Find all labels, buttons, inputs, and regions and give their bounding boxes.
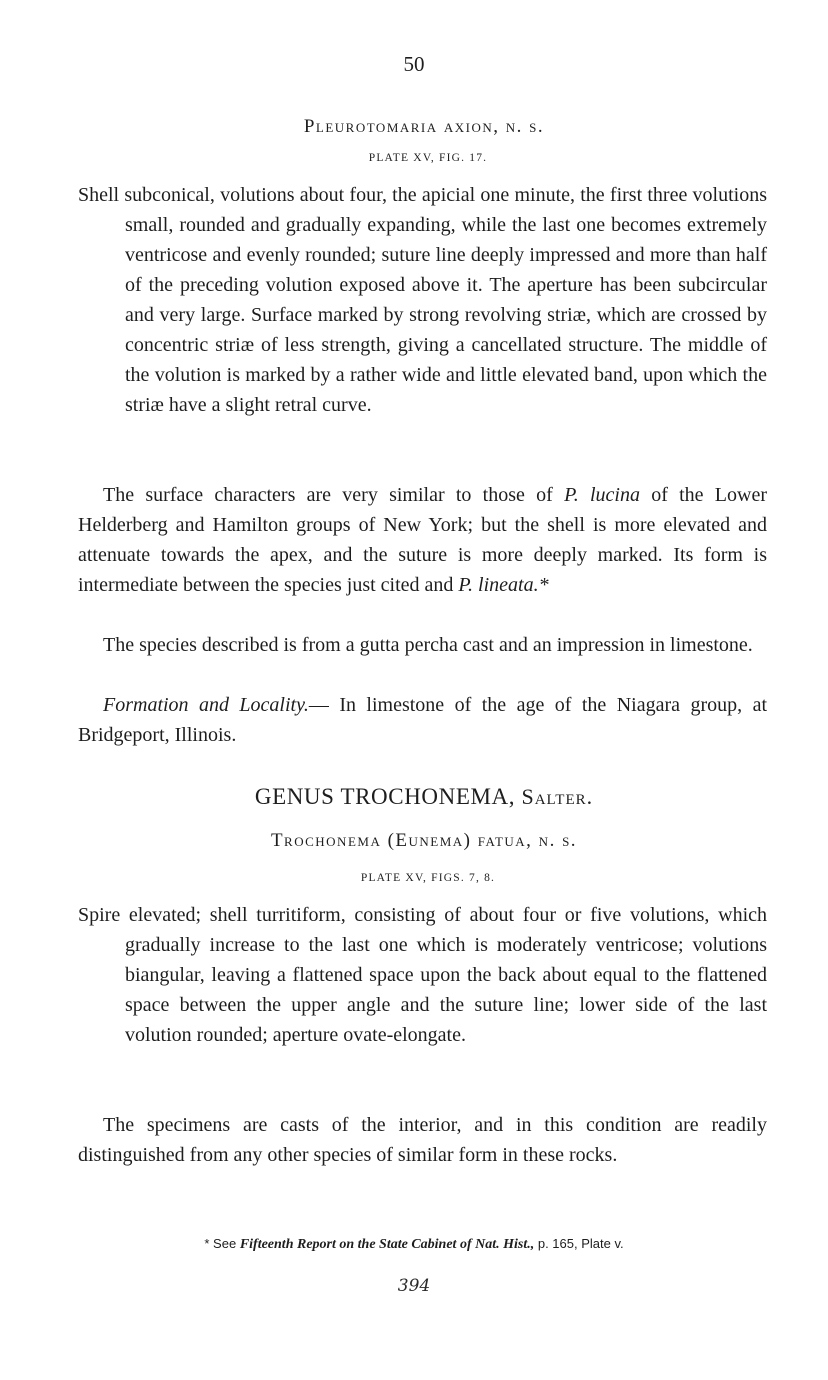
footnote <box>0 1236 828 1253</box>
cast-note-paragraph: The species described is from a gutta percha cast and an impression in limestone. <box>103 634 753 656</box>
remarks-paragraph-1 <box>78 480 767 600</box>
genus-heading <box>0 784 828 810</box>
remarks-text: of the Lower Helderberg and Hamilton groups of New York; but the shell is more elevated and attenuate towards the apex, and the suture is more deeply marked. Its form is intermediate between the species just cited and <box>78 484 767 596</box>
species-heading-pleurotomaria: Pleurotomaria axion, n. s. <box>303 116 545 137</box>
locality-text: — In limestone of the age of the Niagara group, at Bridgeport, Illinois. <box>78 694 767 746</box>
description-paragraph-1: Shell subconical, volutions about four, the apicial one minute, the first three volutions small, rounded and gradually expanding, while the last one becomes extremely ventricose and evenly rounded; suture line deeply impressed and more than half of the preceding volution exposed above it. The aperture has been subcircular and very large. Surface marked by strong revolving striæ, which are crossed by concentric striæ of less strength, giving a cancellated structure. The middle of the volution is marked by a rather wide and little elevated band, upon which the striæ have a slight retral curve. <box>78 184 767 416</box>
species-heading-trochonema: Trochonema (Eunema) fatua, n. s. <box>270 830 578 851</box>
genus-name: GENUS TROCHONEMA, <box>254 784 522 809</box>
remarks-text: The surface characters are very similar to those of <box>103 484 565 506</box>
handwritten-marginal-note: 394 <box>397 1276 431 1296</box>
footnote-title: Fifteenth Report on the State Cabinet of Nat. Hist., <box>239 1237 535 1252</box>
plate-reference-1: PLATE XV, FIG. 17. <box>368 152 488 164</box>
locality-paragraph <box>78 690 767 750</box>
description-paragraph-2: Spire elevated; shell turritiform, consisting of about four or five volutions, which gradually increase to the last one which is moderately ventricose; volutions biangular, leaving a flattened space upon the back about equal to the flattened space between the upper angle and the suture line; lower side of the last volution rounded; aperture ovate-elongate. <box>78 904 767 1046</box>
locality-label: Formation and Locality. <box>103 694 309 716</box>
species-citation-lineata: P. lineata.* <box>458 574 549 596</box>
footnote-prefix: * See <box>204 1236 240 1251</box>
genus-author: Salter. <box>521 784 594 809</box>
remarks-paragraph-2: The specimens are casts of the interior, and in this condition are readily distinguished from any other species of similar form in these rocks. <box>78 1114 767 1166</box>
page-number: 50 <box>403 52 425 76</box>
plate-reference-2: PLATE XV, FIGS. 7, 8. <box>360 872 496 884</box>
species-citation-lucina: P. lucina <box>564 484 640 506</box>
footnote-suffix: p. 165, Plate v. <box>534 1236 624 1251</box>
